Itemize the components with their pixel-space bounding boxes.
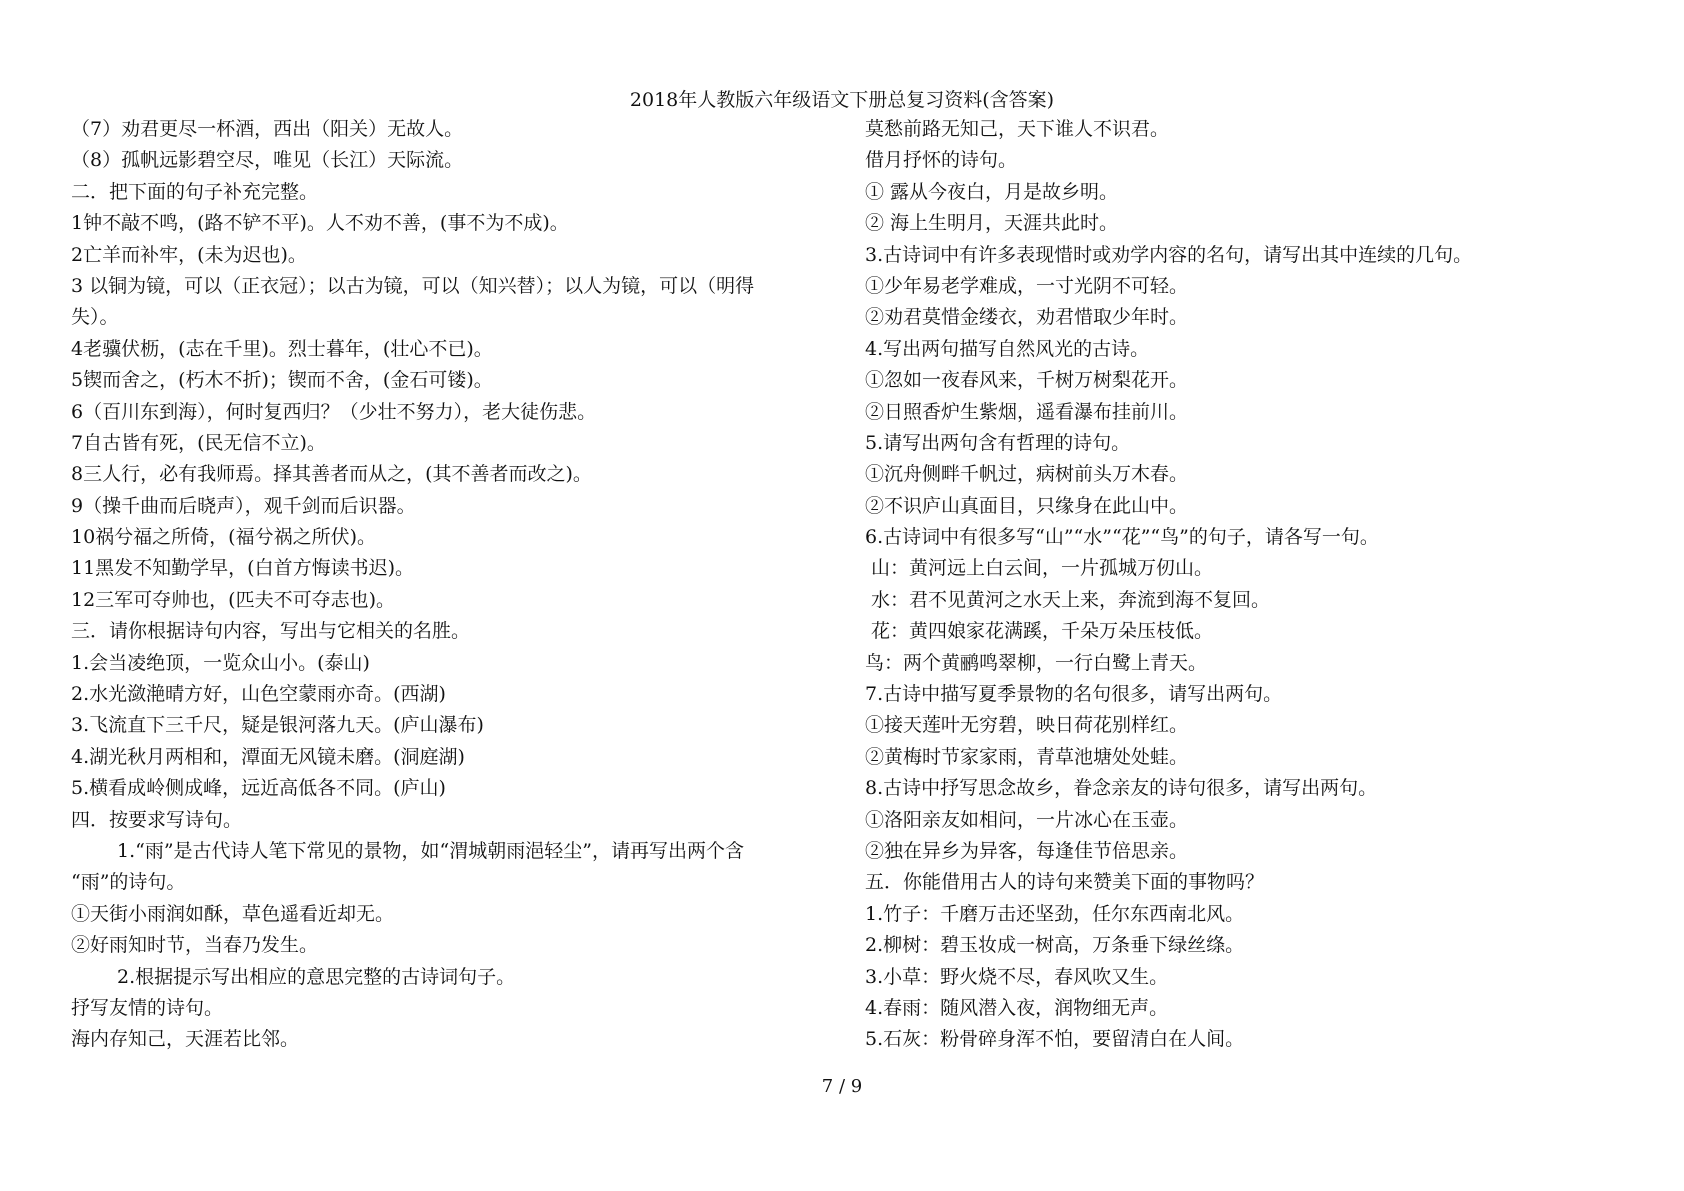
left-text-line: 2亡羊而补牢，(未为迟也)。 xyxy=(71,243,307,266)
left-text-line: “雨”的诗句。 xyxy=(71,871,186,894)
right-text-line: ② 海上生明月，天涯共此时。 xyxy=(865,212,1119,235)
left-text-line: ①天街小雨润如酥，草色遥看近却无。 xyxy=(71,902,395,925)
right-text-line: ②不识庐山真面目，只缘身在此山中。 xyxy=(865,494,1189,517)
left-text-line: 3.飞流直下三千尺，疑是银河落九天。(庐山瀑布) xyxy=(71,714,484,737)
right-text-line: 8.古诗中抒写思念故乡，眷念亲友的诗句很多，请写出两句。 xyxy=(865,777,1378,800)
document-title: 2018年人教版六年级语文下册总复习资料(含答案) xyxy=(629,89,1055,111)
right-text-line: 借月抒怀的诗句。 xyxy=(865,149,1018,172)
left-text-line: （7）劝君更尽一杯酒，西出（阳关）无故人。 xyxy=(71,118,464,140)
right-text-line: ②日照香炉生紫烟，遥看瀑布挂前川。 xyxy=(865,400,1189,423)
right-text-line: 4.春雨：随风潜入夜，润物细无声。 xyxy=(865,996,1169,1019)
right-text-line: 3.小草：野火烧不尽，春风吹又生。 xyxy=(865,965,1169,988)
right-text-line: 鸟：两个黄鹂鸣翠柳，一行白鹭上青天。 xyxy=(865,651,1208,674)
right-text-line: ①沉舟侧畔千帆过，病树前头万木春。 xyxy=(865,463,1189,486)
left-text-line: 12三军可夺帅也，(匹夫不可夺志也)。 xyxy=(71,588,396,611)
page-number: 7 / 9 xyxy=(821,1076,863,1097)
left-text-line: 5.横看成岭侧成峰，远近高低各不同。(庐山) xyxy=(71,777,446,800)
right-text-line: ②独在异乡为异客，每逢佳节倍思亲。 xyxy=(865,839,1189,862)
right-text-line: ①洛阳亲友如相问，一片冰心在玉壶。 xyxy=(865,808,1189,831)
left-text-line: 2.根据提示写出相应的意思完整的古诗词句子。 xyxy=(117,965,516,988)
right-text-line: 3.古诗词中有许多表现惜时或劝学内容的名句，请写出其中连续的几句。 xyxy=(865,243,1473,266)
left-text-line: 1钟不敲不鸣，(路不铲不平)。人不劝不善，(事不为不成)。 xyxy=(71,212,569,235)
left-text-line: 8三人行，必有我师焉。择其善者而从之，(其不善者而改之)。 xyxy=(71,463,592,486)
left-text-line: 7自古皆有死，(民无信不立)。 xyxy=(71,431,326,454)
right-text-line: ① 露从今夜白，月是故乡明。 xyxy=(865,180,1119,203)
left-text-line: 海内存知己，天涯若比邻。 xyxy=(71,1028,300,1051)
right-text-line: 1.竹子：千磨万击还坚劲，任尔东西南北风。 xyxy=(865,902,1245,925)
left-text-line: 4.湖光秋月两相和，潭面无风镜未磨。(洞庭湖) xyxy=(71,745,465,768)
left-text-line: 2.水光潋滟晴方好，山色空蒙雨亦奇。(西湖) xyxy=(71,683,446,706)
right-text-line: 4.写出两句描写自然风光的古诗。 xyxy=(865,337,1150,360)
left-text-line: 失）。 xyxy=(71,306,119,329)
left-text-line: 二．把下面的句子补充完整。 xyxy=(71,180,319,203)
left-text-line: 4老骥伏枥，(志在千里)。烈士暮年，(壮心不已)。 xyxy=(71,337,493,360)
right-text-line: ①接天莲叶无穷碧，映日荷花别样红。 xyxy=(865,714,1189,737)
right-text-line: 五．你能借用古人的诗句来赞美下面的事物吗？ xyxy=(865,871,1265,894)
right-text-line: 水：君不见黄河之水天上来，奔流到海不复回。 xyxy=(871,588,1271,611)
left-text-line: 6（百川东到海），何时复西归？（少壮不努力），老大徒伤悲。 xyxy=(71,400,597,423)
right-column xyxy=(865,114,1625,1056)
left-text-line: 1.“雨”是古代诗人笔下常见的景物，如“渭城朝雨浥轻尘”，请再写出两个含 xyxy=(117,839,744,862)
left-text-line: 三．请你根据诗句内容，写出与它相关的名胜。 xyxy=(71,620,471,643)
left-text-line: 抒写友情的诗句。 xyxy=(71,996,224,1019)
left-text-line: 1.会当凌绝顶，一览众山小。(泰山) xyxy=(71,651,370,674)
right-text-line: 花：黄四娘家花满蹊，千朵万朵压枝低。 xyxy=(871,620,1214,643)
right-text-line: 5.请写出两句含有哲理的诗句。 xyxy=(865,431,1131,454)
right-text-line: ①少年易老学难成，一寸光阴不可轻。 xyxy=(865,274,1189,297)
left-text-line: （8）孤帆远影碧空尽，唯见（长江）天际流。 xyxy=(71,149,464,172)
left-column xyxy=(71,114,839,1056)
left-text-line: ②好雨知时节，当春乃发生。 xyxy=(71,934,319,957)
right-text-line: 莫愁前路无知己，天下谁人不识君。 xyxy=(865,118,1170,140)
left-text-line: 5锲而舍之，(朽木不折)；锲而不舍，(金石可镂)。 xyxy=(71,369,493,392)
right-text-line: ②劝君莫惜金缕衣，劝君惜取少年时。 xyxy=(865,306,1189,329)
right-text-line: 6.古诗词中有很多写“山”“水”“花”“鸟”的句子，请各写一句。 xyxy=(865,526,1379,549)
left-text-line: 9（操千曲而后晓声），观千剑而后识器。 xyxy=(71,494,416,517)
left-text-line: 3 以铜为镜，可以（正衣冠）；以古为镜，可以（知兴替）；以人为镜，可以（明得 xyxy=(71,274,755,297)
right-text-line: 山：黄河远上白云间，一片孤城万仞山。 xyxy=(871,557,1214,580)
left-text-line: 10祸兮福之所倚，(福兮祸之所伏)。 xyxy=(71,526,377,549)
left-text-line: 四．按要求写诗句。 xyxy=(71,808,243,831)
right-text-line: 2.柳树：碧玉妆成一树高，万条垂下绿丝绦。 xyxy=(865,934,1245,957)
right-text-line: ①忽如一夜春风来，千树万树梨花开。 xyxy=(865,369,1189,392)
right-text-line: ②黄梅时节家家雨，青草池塘处处蛙。 xyxy=(865,745,1189,768)
left-text-line: 11黑发不知勤学早，(白首方悔读书迟)。 xyxy=(71,557,415,580)
right-text-line: 5.石灰：粉骨碎身浑不怕，要留清白在人间。 xyxy=(865,1028,1245,1051)
right-text-line: 7.古诗中描写夏季景物的名句很多，请写出两句。 xyxy=(865,683,1283,706)
